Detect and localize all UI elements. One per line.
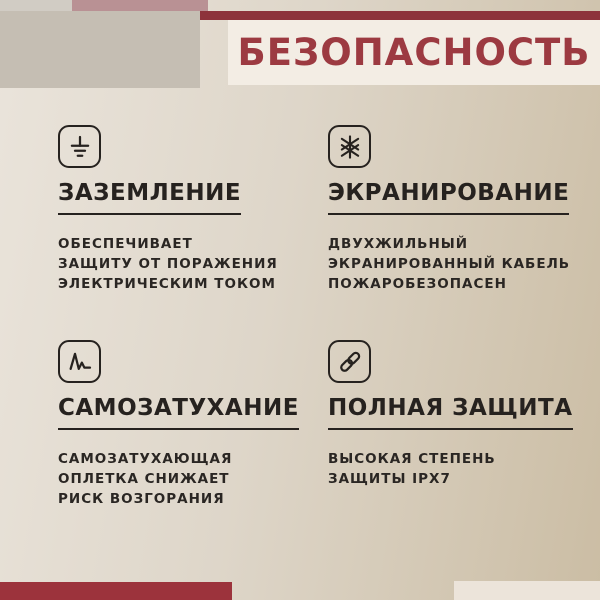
feature-description: ОБЕСПЕЧИВАЕТ ЗАЩИТУ ОТ ПОРАЖЕНИЯ ЭЛЕКТРИЧЕСКИМ ТОКОМ: [58, 236, 278, 292]
feature-description: ВЫСОКАЯ СТЕПЕНЬ ЗАЩИТЫ IPX7: [328, 451, 496, 487]
top-gray-strip: [0, 0, 72, 11]
waveform-icon: [58, 340, 101, 383]
feature-description: САМОЗАТУХАЮЩАЯ ОПЛЕТКА СНИЖАЕТ РИСК ВОЗГОРАНИЯ: [58, 451, 233, 507]
top-pink-strip: [72, 0, 208, 11]
feature-title: ЭКРАНИРОВАНИЕ: [328, 182, 569, 215]
bottom-cream-block: [454, 581, 600, 600]
header-box: [228, 20, 600, 85]
grounding-icon: [58, 125, 101, 168]
top-left-gray-block: [0, 11, 200, 88]
bottom-red-block: [0, 582, 232, 600]
feature-grounding: [58, 125, 308, 294]
feature-shielding: [328, 125, 578, 294]
feature-self-extinguishing: [58, 340, 308, 509]
feature-full-protection: [328, 340, 578, 489]
braided-shield-icon: [328, 125, 371, 168]
chain-link-icon: [328, 340, 371, 383]
feature-title: ПОЛНАЯ ЗАЩИТА: [328, 397, 573, 430]
page-title: БЕЗОПАСНОСТЬ: [237, 31, 591, 74]
feature-title: ЗАЗЕМЛЕНИЕ: [58, 182, 241, 215]
feature-description: ДВУХЖИЛЬНЫЙ ЭКРАНИРОВАННЫЙ КАБЕЛЬ ПОЖАРОБЕЗОПАСЕН: [328, 236, 571, 292]
feature-title: САМОЗАТУХАНИЕ: [58, 397, 299, 430]
